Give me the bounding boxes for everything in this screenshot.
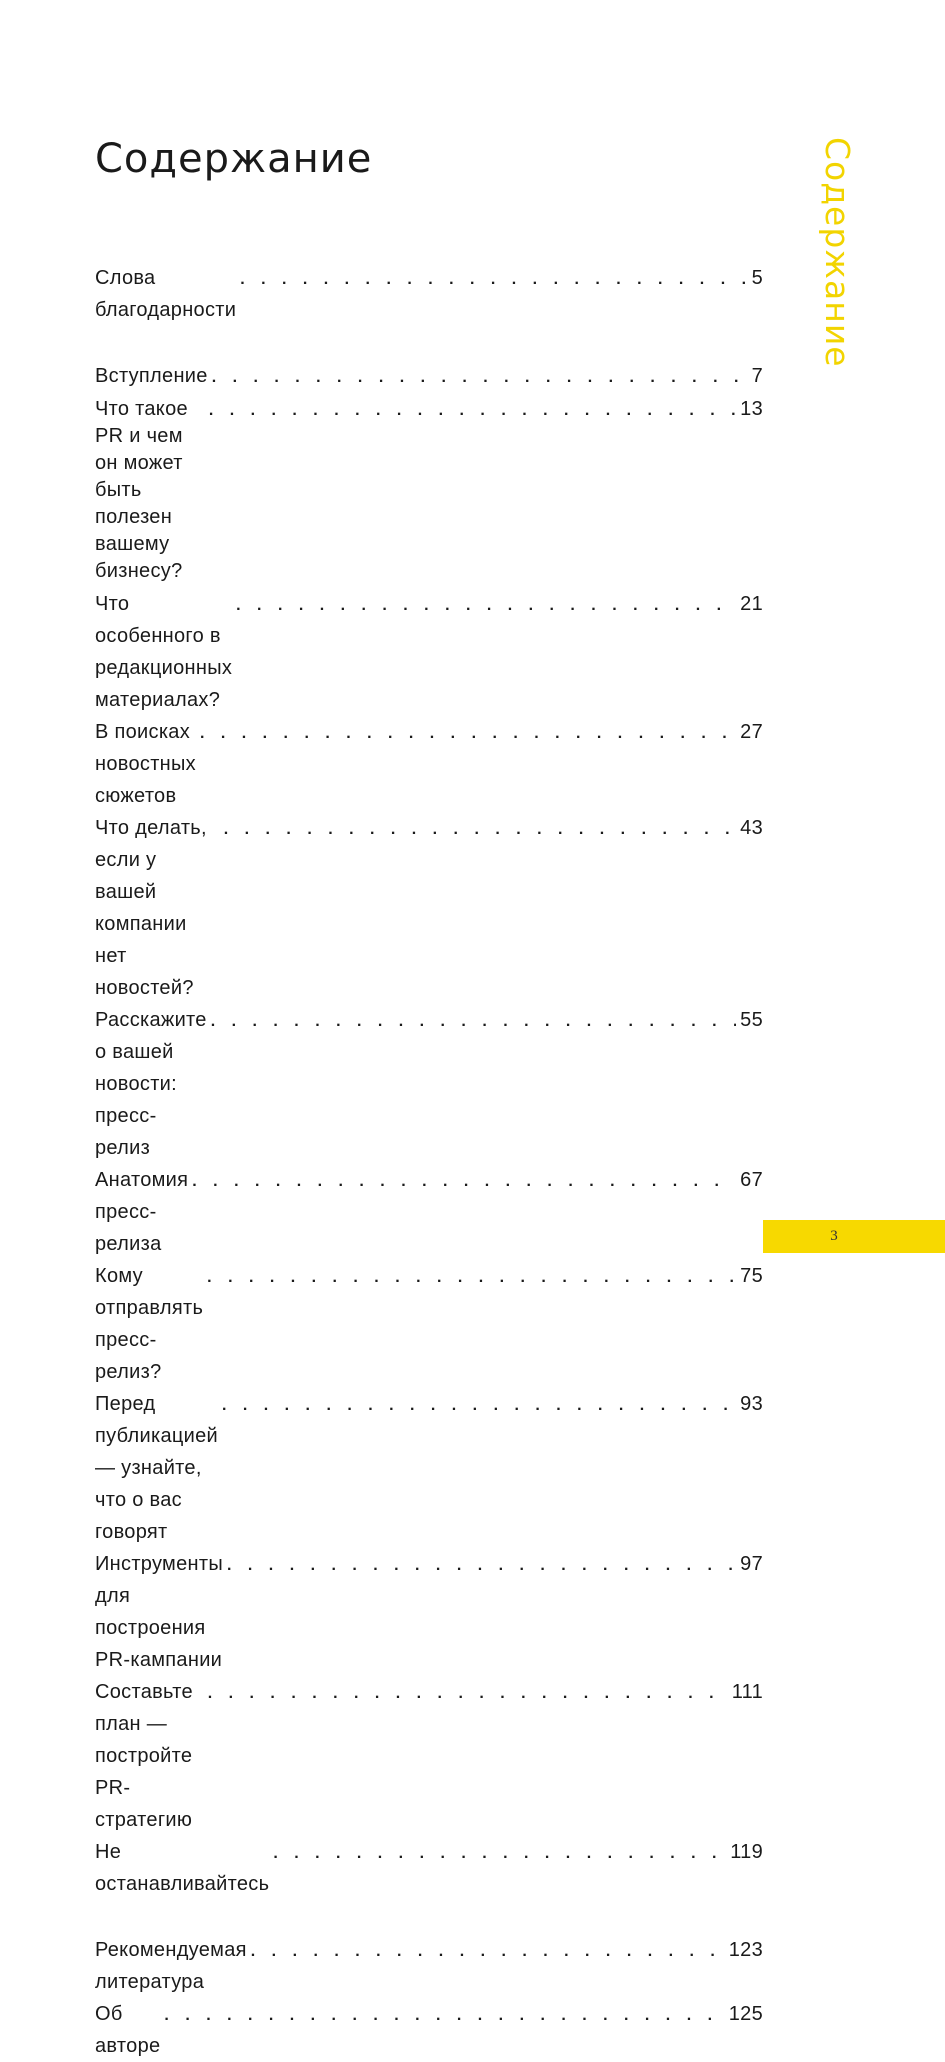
side-section-title: Содержание	[818, 137, 857, 368]
toc-entry[interactable]	[95, 1998, 763, 2062]
toc-entry-page: 123	[728, 1939, 763, 1961]
toc-entry[interactable]	[95, 716, 763, 812]
toc-entry[interactable]	[95, 588, 763, 716]
toc-entry-page: 13	[740, 398, 763, 420]
dot-leader	[209, 397, 736, 424]
toc-entry-label: Что такое PR и чем он может быть полезен вашему бизнесу?	[95, 398, 188, 582]
toc-entry[interactable]	[95, 1388, 763, 1548]
dot-leader	[212, 362, 748, 394]
toc-entry-label: Составьте план — постройте PR-стратегию	[95, 1681, 193, 1831]
toc-entry-page: 67	[740, 1169, 763, 1191]
toc-entry[interactable]	[95, 1164, 763, 1260]
toc-entry-label: Вступление	[95, 365, 208, 387]
dot-leader	[200, 718, 736, 750]
toc-entry-label: Что делать, если у вашей компании нет новостей?	[95, 817, 207, 999]
toc-entry[interactable]	[95, 1934, 763, 1998]
toc-entry-label: Слова благодарности	[95, 267, 237, 321]
toc-entry[interactable]	[95, 394, 763, 588]
toc-entry-label: Расскажите о вашей новости: пресс-релиз	[95, 1009, 207, 1159]
page-number-tab	[763, 1220, 945, 1253]
toc-entry-page: 75	[740, 1265, 763, 1287]
dot-leader	[240, 264, 747, 296]
toc-entry-page: 97	[740, 1553, 763, 1575]
table-of-contents	[95, 262, 763, 2062]
dot-leader	[211, 1006, 736, 1038]
toc-entry[interactable]	[95, 1836, 763, 1900]
toc-entry-page: 119	[730, 1841, 763, 1863]
dot-leader	[208, 1678, 728, 1710]
dot-leader	[222, 1390, 736, 1422]
toc-entry-page: 7	[751, 365, 763, 387]
dot-leader	[251, 1936, 725, 1968]
dot-leader	[236, 590, 736, 622]
toc-group-chapters	[95, 360, 763, 1900]
dot-leader	[164, 2000, 724, 2032]
toc-entry[interactable]	[95, 360, 763, 394]
page-title: Содержание	[95, 136, 373, 182]
toc-group-back	[95, 1934, 763, 2062]
toc-entry-page: 111	[731, 1681, 763, 1703]
toc-entry[interactable]	[95, 1260, 763, 1388]
toc-entry-page: 55	[740, 1009, 763, 1031]
toc-entry-page: 27	[740, 721, 763, 743]
toc-entry-label: Инструменты для построения PR-кампании	[95, 1553, 224, 1671]
toc-entry-label: Рекомендуемая литература	[95, 1939, 247, 1993]
toc-entry-page: 43	[740, 817, 763, 839]
toc-entry-page: 21	[740, 593, 763, 615]
toc-group-front	[95, 262, 763, 326]
toc-entry-page: 125	[728, 2003, 763, 2025]
toc-entry[interactable]	[95, 1004, 763, 1164]
toc-entry[interactable]	[95, 812, 763, 1004]
toc-entry-page: 93	[740, 1393, 763, 1415]
toc-entry[interactable]	[95, 262, 763, 326]
toc-entry-label: Об авторе	[95, 2003, 161, 2057]
toc-entry[interactable]	[95, 1548, 763, 1676]
toc-entry-page: 5	[751, 267, 763, 289]
toc-entry-label: Не останавливайтесь	[95, 1841, 270, 1895]
toc-entry-label: Анатомия пресс-релиза	[95, 1169, 189, 1255]
page-number: 3	[830, 1228, 838, 1244]
toc-entry-label: В поисках новостных сюжетов	[95, 721, 196, 807]
dot-leader	[207, 1262, 736, 1294]
dot-leader	[192, 1166, 736, 1198]
dot-leader	[273, 1838, 726, 1870]
dot-leader	[227, 1550, 736, 1582]
dot-leader	[224, 814, 736, 846]
toc-entry-label: Кому отправлять пресс-релиз?	[95, 1265, 204, 1383]
toc-entry-label: Что особенного в редакционных материалах?	[95, 593, 233, 711]
toc-entry[interactable]	[95, 1676, 763, 1836]
toc-entry-label: Перед публикацией — узнайте, что о вас говорят	[95, 1393, 218, 1543]
